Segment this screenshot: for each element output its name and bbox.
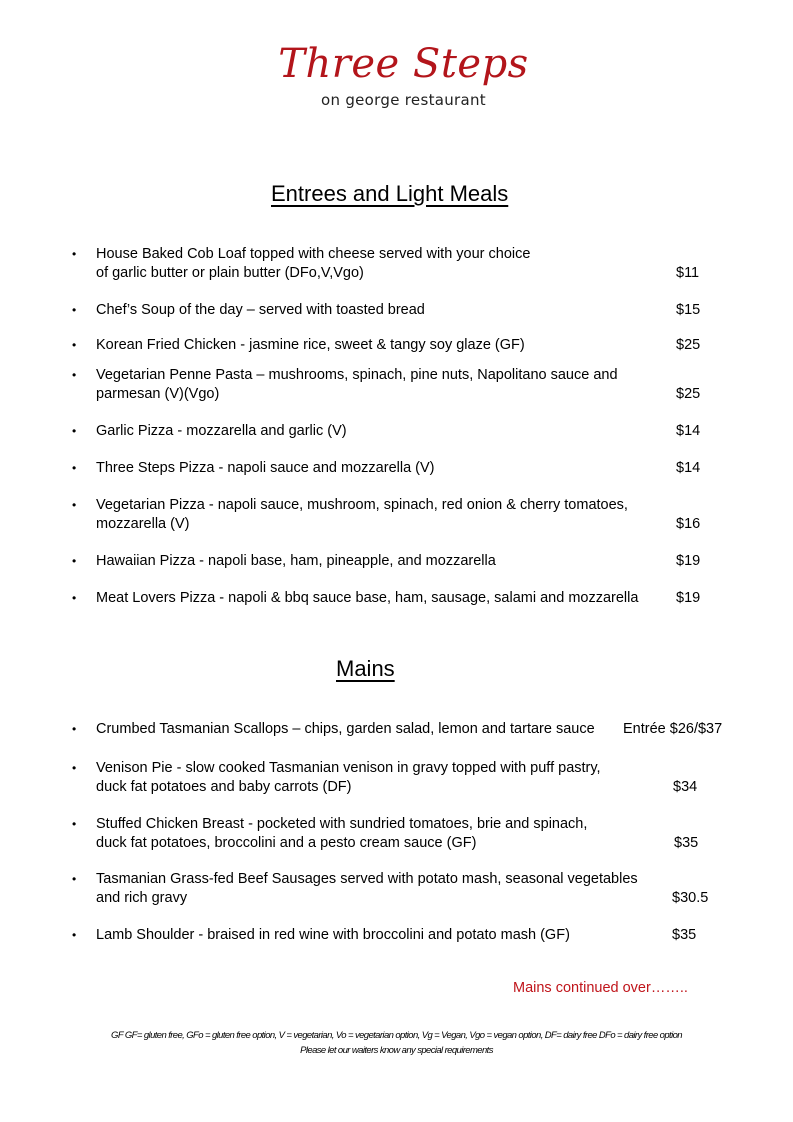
menu-item-description [96, 552, 666, 571]
menu-item-description [96, 245, 666, 282]
menu-item-description-line: Meat Lovers Pizza - napoli & bbq sauce base, ham, sausage, salami and mozzarella [96, 590, 639, 606]
restaurant-logo [0, 40, 793, 110]
menu-item-description-line: Venison Pie - slow cooked Tasmanian venison in gravy topped with puff pastry, [96, 760, 601, 776]
menu-item-price: $15 [676, 302, 701, 318]
menu-item-description [96, 336, 666, 355]
menu-item-price: $25 [676, 385, 701, 402]
menu-item-price: Entrée $26/$37 [623, 721, 723, 737]
menu-item-price: $14 [676, 423, 701, 439]
mains-continued-note: Mains continued over…….. [513, 980, 688, 996]
menu-item-price: $34 [673, 778, 698, 795]
menu-item-price: $35 [674, 834, 699, 851]
menu-item-description [96, 759, 666, 796]
bullet-icon: • [72, 928, 77, 942]
bullet-icon: • [72, 247, 77, 261]
menu-item-price: $25 [676, 337, 701, 353]
menu-item-description-line: Tasmanian Grass-fed Beef Sausages served with potato mash, seasonal vegetables [96, 871, 638, 887]
bullet-icon: • [72, 424, 77, 438]
menu-item-price: $19 [676, 553, 701, 569]
menu-item-description-line: duck fat potatoes, broccolini and a pesto cream sauce (GF) [96, 834, 477, 851]
menu-item-description-line: Lamb Shoulder - braised in red wine with broccolini and potato mash (GF) [96, 927, 570, 943]
menu-item-description-line: duck fat potatoes and baby carrots (DF) [96, 778, 352, 795]
logo-title: Three Steps [278, 41, 529, 87]
dietary-legend-line: GF GF= gluten free, GFo = gluten free option, V = vegetarian, Vo = vegetarian option, Vg = Vegan, Vgo = vegan option, DF= dairy free DFo = dairy free option [111, 1030, 682, 1041]
menu-item-description [96, 422, 666, 441]
entrees-heading: Entrees and Light Meals [271, 181, 509, 206]
mains-heading: Mains [336, 656, 395, 681]
bullet-icon: • [72, 817, 77, 831]
menu-item-description [96, 366, 666, 403]
menu-item-description [96, 815, 666, 852]
menu-item-description-line: Three Steps Pizza - napoli sauce and mozzarella (V) [96, 460, 435, 476]
menu-item-description-line: mozzarella (V) [96, 515, 190, 532]
menu-item-description [96, 496, 666, 533]
menu-item-description [96, 301, 666, 320]
menu-item-description-line: Stuffed Chicken Breast - pocketed with sundried tomatoes, brie and spinach, [96, 816, 588, 832]
special-requirements-note: Please let our waiters know any special requirements [300, 1045, 493, 1056]
menu-item-description-line: and rich gravy [96, 889, 188, 906]
bullet-icon: • [72, 872, 77, 886]
menu-item-description [96, 589, 666, 608]
menu-item-price: $30.5 [672, 889, 709, 906]
bullet-icon: • [72, 368, 77, 382]
bullet-icon: • [72, 554, 77, 568]
bullet-icon: • [72, 591, 77, 605]
menu-item-description [96, 870, 666, 907]
menu-item-description-line: parmesan (V)(Vgo) [96, 385, 220, 402]
menu-item-description-line: House Baked Cob Loaf topped with cheese served with your choice [96, 246, 531, 262]
menu-item-description [96, 926, 666, 945]
menu-item-description [96, 459, 666, 478]
menu-item-description-line: Vegetarian Pizza - napoli sauce, mushroom, spinach, red onion & cherry tomatoes, [96, 497, 628, 513]
logo-subtitle: on george restaurant [320, 91, 486, 109]
menu-item-price: $14 [676, 460, 701, 476]
menu-item-description [96, 720, 666, 739]
menu-item-description-line: Garlic Pizza - mozzarella and garlic (V) [96, 423, 347, 439]
dietary-legend [0, 1028, 793, 1058]
bullet-icon: • [72, 498, 77, 512]
menu-item-description-line: Crumbed Tasmanian Scallops – chips, garden salad, lemon and tartare sauce [96, 721, 595, 737]
menu-item-price: $35 [672, 927, 697, 943]
menu-item-price: $16 [676, 515, 701, 532]
bullet-icon: • [72, 461, 77, 475]
bullet-icon: • [72, 338, 77, 352]
menu-item-description-line: Korean Fried Chicken - jasmine rice, sweet & tangy soy glaze (GF) [96, 337, 525, 353]
menu-item-description-line: Chef’s Soup of the day – served with toasted bread [96, 302, 425, 318]
menu-item-price: $19 [676, 590, 701, 606]
menu-item-description-line: of garlic butter or plain butter (DFo,V,Vgo) [96, 264, 364, 281]
bullet-icon: • [72, 722, 77, 736]
menu-item-description-line: Vegetarian Penne Pasta – mushrooms, spinach, pine nuts, Napolitano sauce and [96, 367, 618, 383]
menu-item-description-line: Hawaiian Pizza - napoli base, ham, pineapple, and mozzarella [96, 553, 496, 569]
bullet-icon: • [72, 303, 77, 317]
bullet-icon: • [72, 761, 77, 775]
menu-item-price: $11 [676, 264, 700, 281]
